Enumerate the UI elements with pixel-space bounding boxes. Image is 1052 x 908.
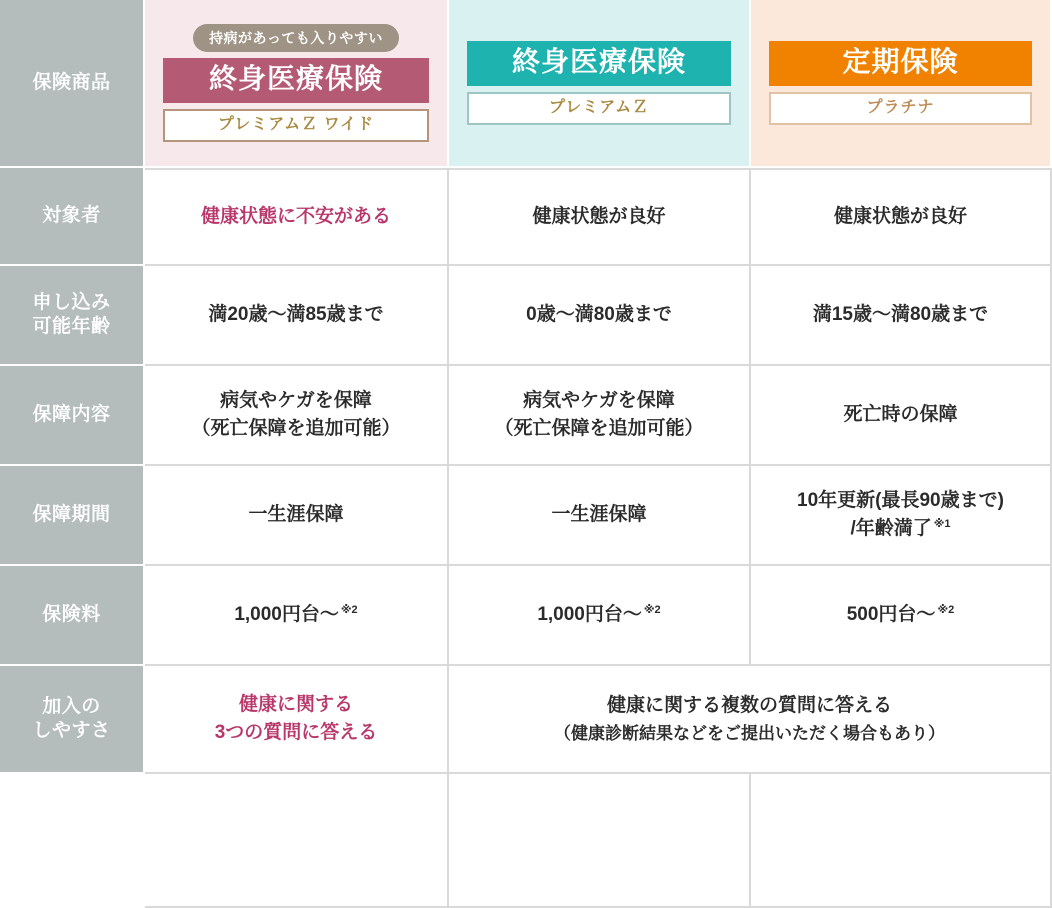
period-col-3-note: ※1 (933, 517, 951, 530)
product-1-ribbon: 持病があっても入りやすい (193, 24, 399, 52)
coverage-col-3 (751, 366, 1052, 466)
row-label-period (0, 466, 145, 566)
footer-col-3-empty (751, 774, 1052, 908)
premium-col-3-note: ※2 (937, 603, 955, 616)
premium-col-3-text: 500円台〜 (846, 604, 936, 626)
premium-col-2 (449, 566, 751, 666)
premium-col-3 (751, 566, 1052, 666)
ease-col-1-line1: 健康に関する (238, 693, 353, 715)
premium-col-2-text: 1,000円台〜 (537, 604, 642, 626)
row-label-coverage-text: 保障内容 (32, 404, 111, 426)
ease-col-merged (449, 666, 1052, 774)
footer-col-1-empty (145, 774, 449, 908)
coverage-col-2 (449, 366, 751, 466)
product-column-1 (145, 0, 449, 168)
period-col-2-text: 一生涯保障 (551, 504, 647, 526)
row-label-target (0, 168, 145, 266)
premium-col-2-note: ※2 (643, 603, 661, 616)
row-label-product-text: 保険商品 (32, 72, 111, 94)
coverage-col-1-line1: 病気やケガを保障 (220, 389, 372, 411)
product-1-subtitle: プレミアムＺ ワイド (163, 109, 429, 142)
age-col-2-text: 0歳〜満80歳まで (526, 304, 672, 326)
product-2-name: 終身医療保険 (467, 41, 731, 86)
ease-col-1 (145, 666, 449, 774)
row-label-period-text: 保障期間 (32, 504, 111, 526)
product-column-3 (751, 0, 1052, 168)
period-col-3-line2: /年齢満了 (850, 518, 932, 539)
target-col-1-text: 健康状態に不安がある (200, 206, 391, 228)
row-label-ease-line1: 加入の (42, 696, 101, 718)
row-label-ease-line2: しやすさ (32, 720, 111, 741)
row-label-age-line1: 申し込み (32, 292, 111, 314)
product-column-2 (449, 0, 751, 168)
age-col-3 (751, 266, 1052, 366)
premium-col-1 (145, 566, 449, 666)
ease-merged-line2: （健康診断結果などをご提出いただく場合もあり） (554, 723, 945, 743)
age-col-1 (145, 266, 449, 366)
row-label-ease (0, 666, 145, 774)
target-col-3 (751, 168, 1052, 266)
target-col-3-text: 健康状態が良好 (833, 206, 967, 228)
premium-col-1-text: 1,000円台〜 (234, 604, 339, 626)
premium-col-1-note: ※2 (340, 603, 358, 616)
ease-merged-line1: 健康に関する複数の質問に答える (606, 695, 892, 716)
period-col-3 (751, 466, 1052, 566)
ease-col-1-line2: 3つの質問に答える (214, 722, 378, 743)
target-col-1 (145, 168, 449, 266)
age-col-3-text: 満15歳〜満80歳まで (812, 304, 989, 326)
age-col-1-text: 満20歳〜満85歳まで (208, 304, 384, 326)
coverage-col-2-line1: 病気やケガを保障 (523, 389, 675, 411)
period-col-1 (145, 466, 449, 566)
row-label-age-line2: 可能年齢 (32, 316, 111, 337)
coverage-col-1-line2: （死亡保障を追加可能） (191, 418, 401, 439)
row-label-product (0, 0, 145, 168)
row-label-premium-text: 保険料 (42, 604, 101, 626)
footer-col-2-empty (449, 774, 751, 908)
period-col-1-text: 一生涯保障 (248, 504, 344, 526)
row-label-premium (0, 566, 145, 666)
footer-label-empty (0, 774, 145, 908)
target-col-2 (449, 168, 751, 266)
row-label-coverage (0, 366, 145, 466)
coverage-col-3-text: 死亡時の保障 (843, 404, 958, 426)
coverage-col-2-line2: （死亡保障を追加可能） (494, 418, 704, 439)
age-col-2 (449, 266, 751, 366)
coverage-col-1 (145, 366, 449, 466)
period-col-2 (449, 466, 751, 566)
product-3-name: 定期保険 (769, 41, 1032, 86)
period-col-3-line1: 10年更新(最長90歳まで) (797, 489, 1004, 511)
row-label-age (0, 266, 145, 366)
product-1-name: 終身医療保険 (163, 58, 429, 103)
row-label-target-text: 対象者 (42, 205, 101, 227)
target-col-2-text: 健康状態が良好 (532, 206, 666, 228)
product-3-subtitle: プラチナ (769, 92, 1032, 125)
product-2-subtitle: プレミアムＺ (467, 92, 731, 125)
